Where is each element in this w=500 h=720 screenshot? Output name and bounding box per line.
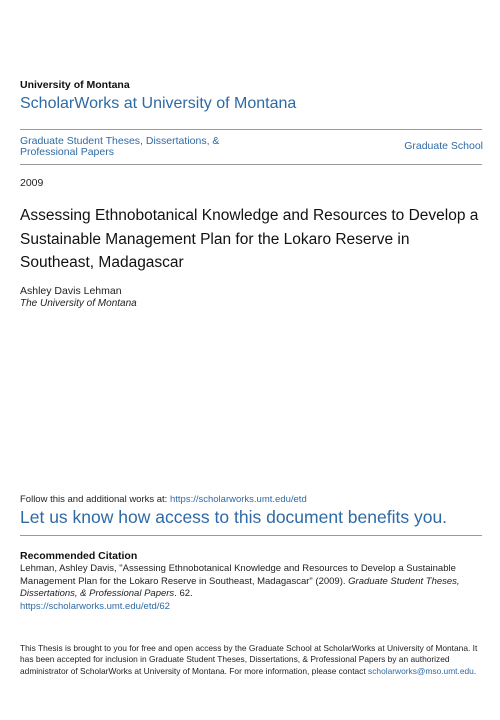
citation-series: Graduate Student Theses, Dissertations, & Professional Papers — [20, 575, 460, 599]
document-title: Assessing Ethnobotanical Knowledge and Resources to Develop a Sustainable Management Plan for the Lokaro Reserve in Southeast, Madagascar — [20, 207, 479, 271]
divider — [20, 164, 482, 165]
contact-email-link[interactable]: scholarworks@mso.umt.edu — [368, 665, 474, 676]
access-notice — [20, 643, 482, 677]
publication-year: 2009 — [20, 177, 44, 189]
institution-name: University of Montana — [20, 79, 130, 91]
divider — [20, 129, 482, 130]
citation-body: Lehman, Ashley Davis, "Assessing Ethnobotanical Knowledge and Resources to Develop a Sustainable Management Plan for the Lokaro Reserve in Southeast, Madagascar" (2009). — [20, 563, 456, 587]
follow-prefix: Follow this and additional works at: — [20, 494, 170, 505]
author-name: Ashley Davis Lehman — [20, 285, 122, 297]
divider — [20, 535, 482, 536]
citation-heading: Recommended Citation — [20, 550, 138, 562]
collection-link[interactable]: Graduate Student Theses, Dissertations, & Professional Papers — [20, 135, 220, 158]
citation-link[interactable]: https://scholarworks.umt.edu/etd/62 — [20, 600, 170, 612]
notice-end: . — [473, 665, 477, 676]
notice-text: This Thesis is brought to you for free and open access by the Graduate School at ScholarWorks at University of Montana. It has been accepted for inclusion in Graduate Student Theses, Dissertations, & Professional Papers by an authorized administrator of ScholarWorks at University of Montana. For more information, please contact — [20, 643, 478, 676]
citation-suffix: . 62. — [174, 588, 193, 599]
author-affiliation: The University of Montana — [20, 298, 137, 309]
feedback-link[interactable]: Let us know how access to this document benefits you. — [20, 507, 448, 527]
graduate-school-link[interactable]: Graduate School — [404, 140, 483, 152]
follow-line — [20, 494, 307, 505]
citation-text — [20, 563, 482, 613]
etd-collection-link[interactable]: https://scholarworks.umt.edu/etd — [169, 494, 307, 505]
repository-link[interactable]: ScholarWorks at University of Montana — [20, 95, 297, 112]
